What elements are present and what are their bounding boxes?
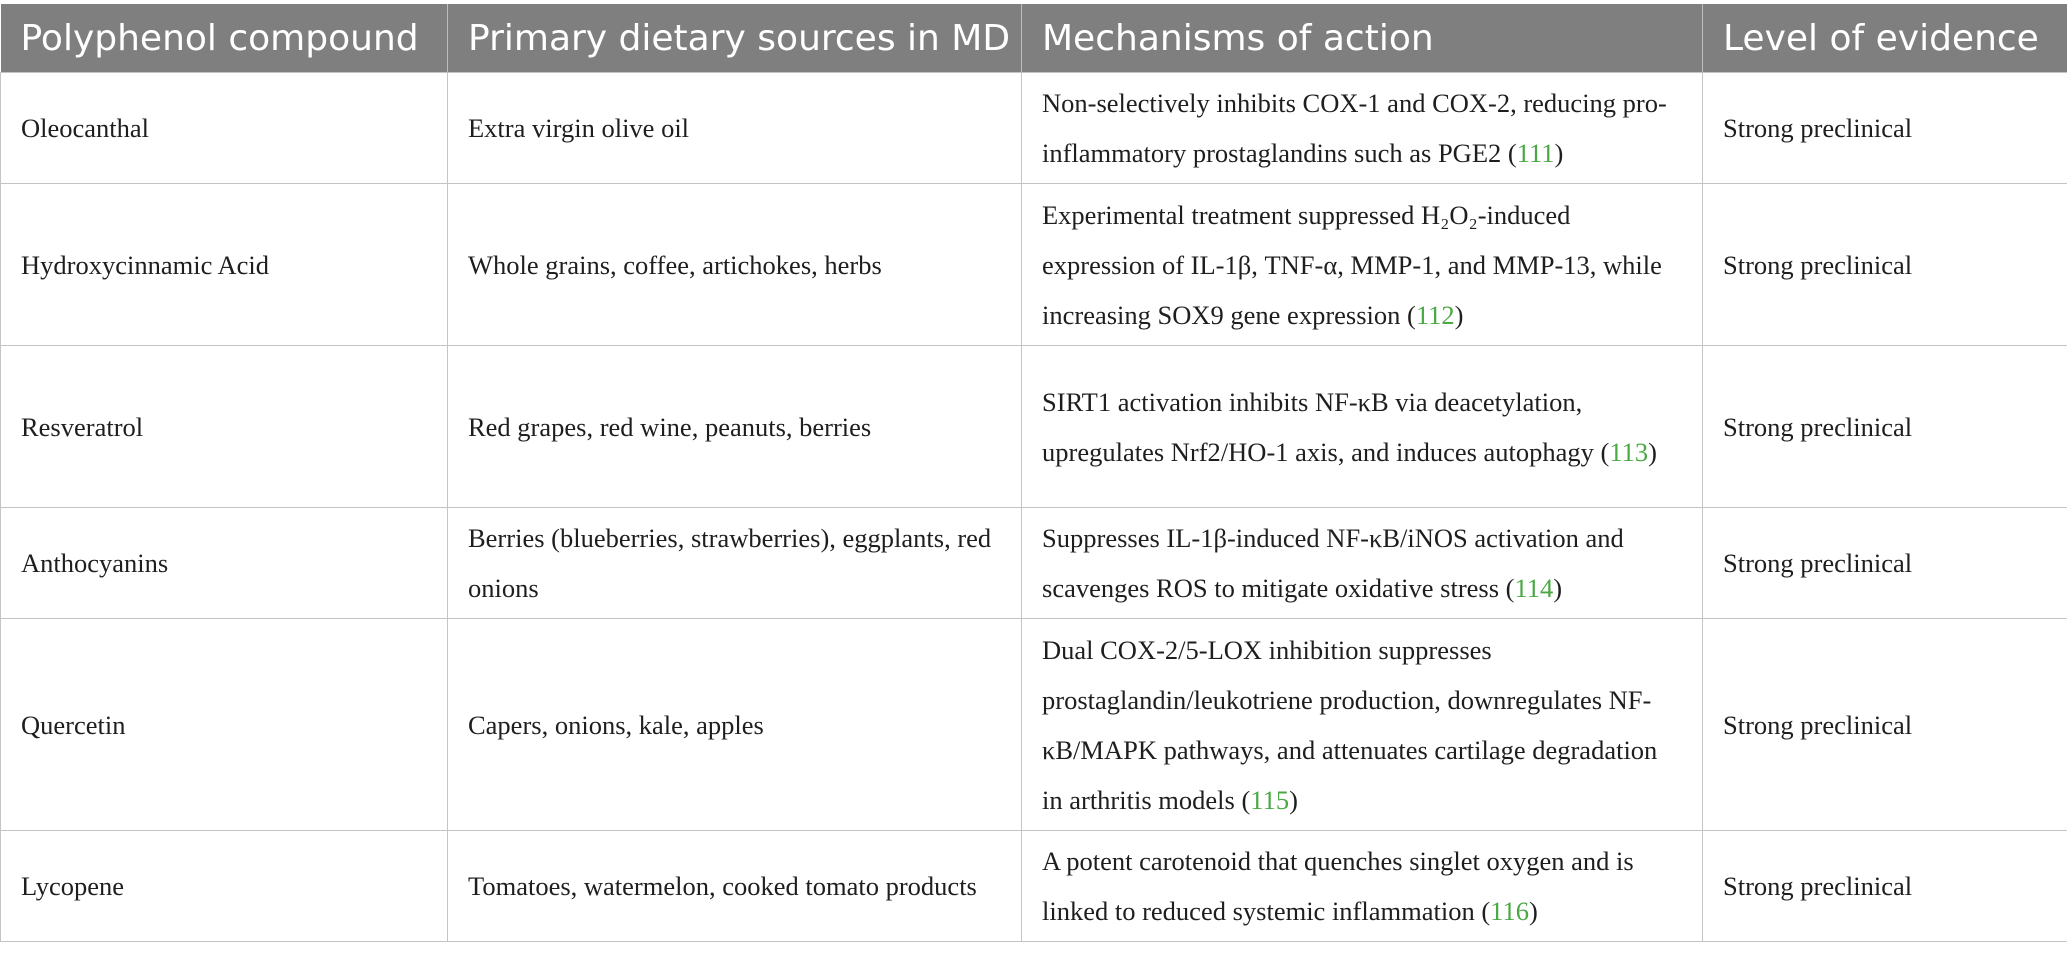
header-evidence: Level of evidence bbox=[1703, 4, 2067, 73]
polyphenol-table bbox=[0, 4, 2067, 942]
mechanism-close: ) bbox=[1554, 138, 1564, 168]
compound-cell: Quercetin bbox=[1, 619, 448, 831]
sources-cell: Capers, onions, kale, apples bbox=[448, 619, 1022, 831]
mechanism-cell bbox=[1022, 831, 1703, 942]
mechanism-cell bbox=[1022, 73, 1703, 184]
table-row bbox=[1, 508, 2067, 619]
sources-cell: Red grapes, red wine, peanuts, berries bbox=[448, 346, 1022, 508]
sources-cell: Berries (blueberries, strawberries), eggplants, red onions bbox=[448, 508, 1022, 619]
mechanism-text: Non-selectively inhibits COX-1 and COX-2, reducing pro-inflammatory prostaglandins such as PGE2 ( bbox=[1042, 88, 1667, 168]
mechanism-text: Experimental treatment suppressed H₂O₂-induced expression of IL-1β, TNF-α, MMP-1, and MMP-13, while increasing SOX9 gene expression ( bbox=[1042, 199, 1662, 330]
mechanism-close: ) bbox=[1289, 784, 1298, 815]
mechanism-cell bbox=[1022, 346, 1703, 508]
compound-cell: Oleocanthal bbox=[1, 73, 448, 184]
sources-cell: Extra virgin olive oil bbox=[448, 73, 1022, 184]
evidence-cell: Strong preclinical bbox=[1703, 73, 2067, 184]
evidence-cell: Strong preclinical bbox=[1703, 508, 2067, 619]
compound-cell: Lycopene bbox=[1, 831, 448, 942]
evidence-cell: Strong preclinical bbox=[1703, 184, 2067, 346]
mechanism-cell bbox=[1022, 184, 1703, 346]
mechanism-cell bbox=[1022, 619, 1703, 831]
header-sources: Primary dietary sources in MD bbox=[448, 4, 1022, 73]
mechanism-close: ) bbox=[1648, 436, 1657, 467]
compound-cell: Hydroxycinnamic Acid bbox=[1, 184, 448, 346]
reference-link[interactable]: 113 bbox=[1609, 436, 1649, 467]
reference-link[interactable]: 114 bbox=[1514, 573, 1554, 603]
mechanism-text: A potent carotenoid that quenches singlet oxygen and is linked to reduced systemic inflammation ( bbox=[1042, 846, 1634, 926]
mechanism-close: ) bbox=[1553, 573, 1563, 603]
mechanism-text: SIRT1 activation inhibits NF-κB via deacetylation, upregulates Nrf2/HO-1 axis, and induces autophagy ( bbox=[1042, 386, 1610, 467]
evidence-cell: Strong preclinical bbox=[1703, 346, 2067, 508]
reference-link[interactable]: 111 bbox=[1516, 138, 1555, 168]
reference-link[interactable]: 112 bbox=[1415, 299, 1455, 330]
table-row bbox=[1, 73, 2067, 184]
evidence-cell: Strong preclinical bbox=[1703, 831, 2067, 942]
header-compound: Polyphenol compound bbox=[1, 4, 448, 73]
table-row bbox=[1, 831, 2067, 942]
mechanism-close: ) bbox=[1454, 299, 1464, 330]
sources-cell: Tomatoes, watermelon, cooked tomato products bbox=[448, 831, 1022, 942]
compound-cell: Anthocyanins bbox=[1, 508, 448, 619]
table-row bbox=[1, 346, 2067, 508]
reference-link[interactable]: 115 bbox=[1250, 784, 1290, 815]
sources-cell: Whole grains, coffee, artichokes, herbs bbox=[448, 184, 1022, 346]
reference-link[interactable]: 116 bbox=[1490, 896, 1529, 926]
mechanism-close: ) bbox=[1528, 896, 1538, 926]
table-row bbox=[1, 619, 2067, 831]
table-header-row bbox=[1, 4, 2067, 73]
mechanism-text: Suppresses IL-1β-induced NF-κB/iNOS activation and scavenges ROS to mitigate oxidative stress ( bbox=[1042, 523, 1624, 603]
mechanism-text: Dual COX-2/5-LOX inhibition suppresses prostaglandin/leukotriene production, downregulates NF-κB/MAPK pathways, and attenuates cartilage degradation in arthritis models ( bbox=[1042, 634, 1658, 815]
table-row bbox=[1, 184, 2067, 346]
compound-cell: Resveratrol bbox=[1, 346, 448, 508]
evidence-cell: Strong preclinical bbox=[1703, 619, 2067, 831]
mechanism-cell bbox=[1022, 508, 1703, 619]
header-mechanism: Mechanisms of action bbox=[1022, 4, 1703, 73]
